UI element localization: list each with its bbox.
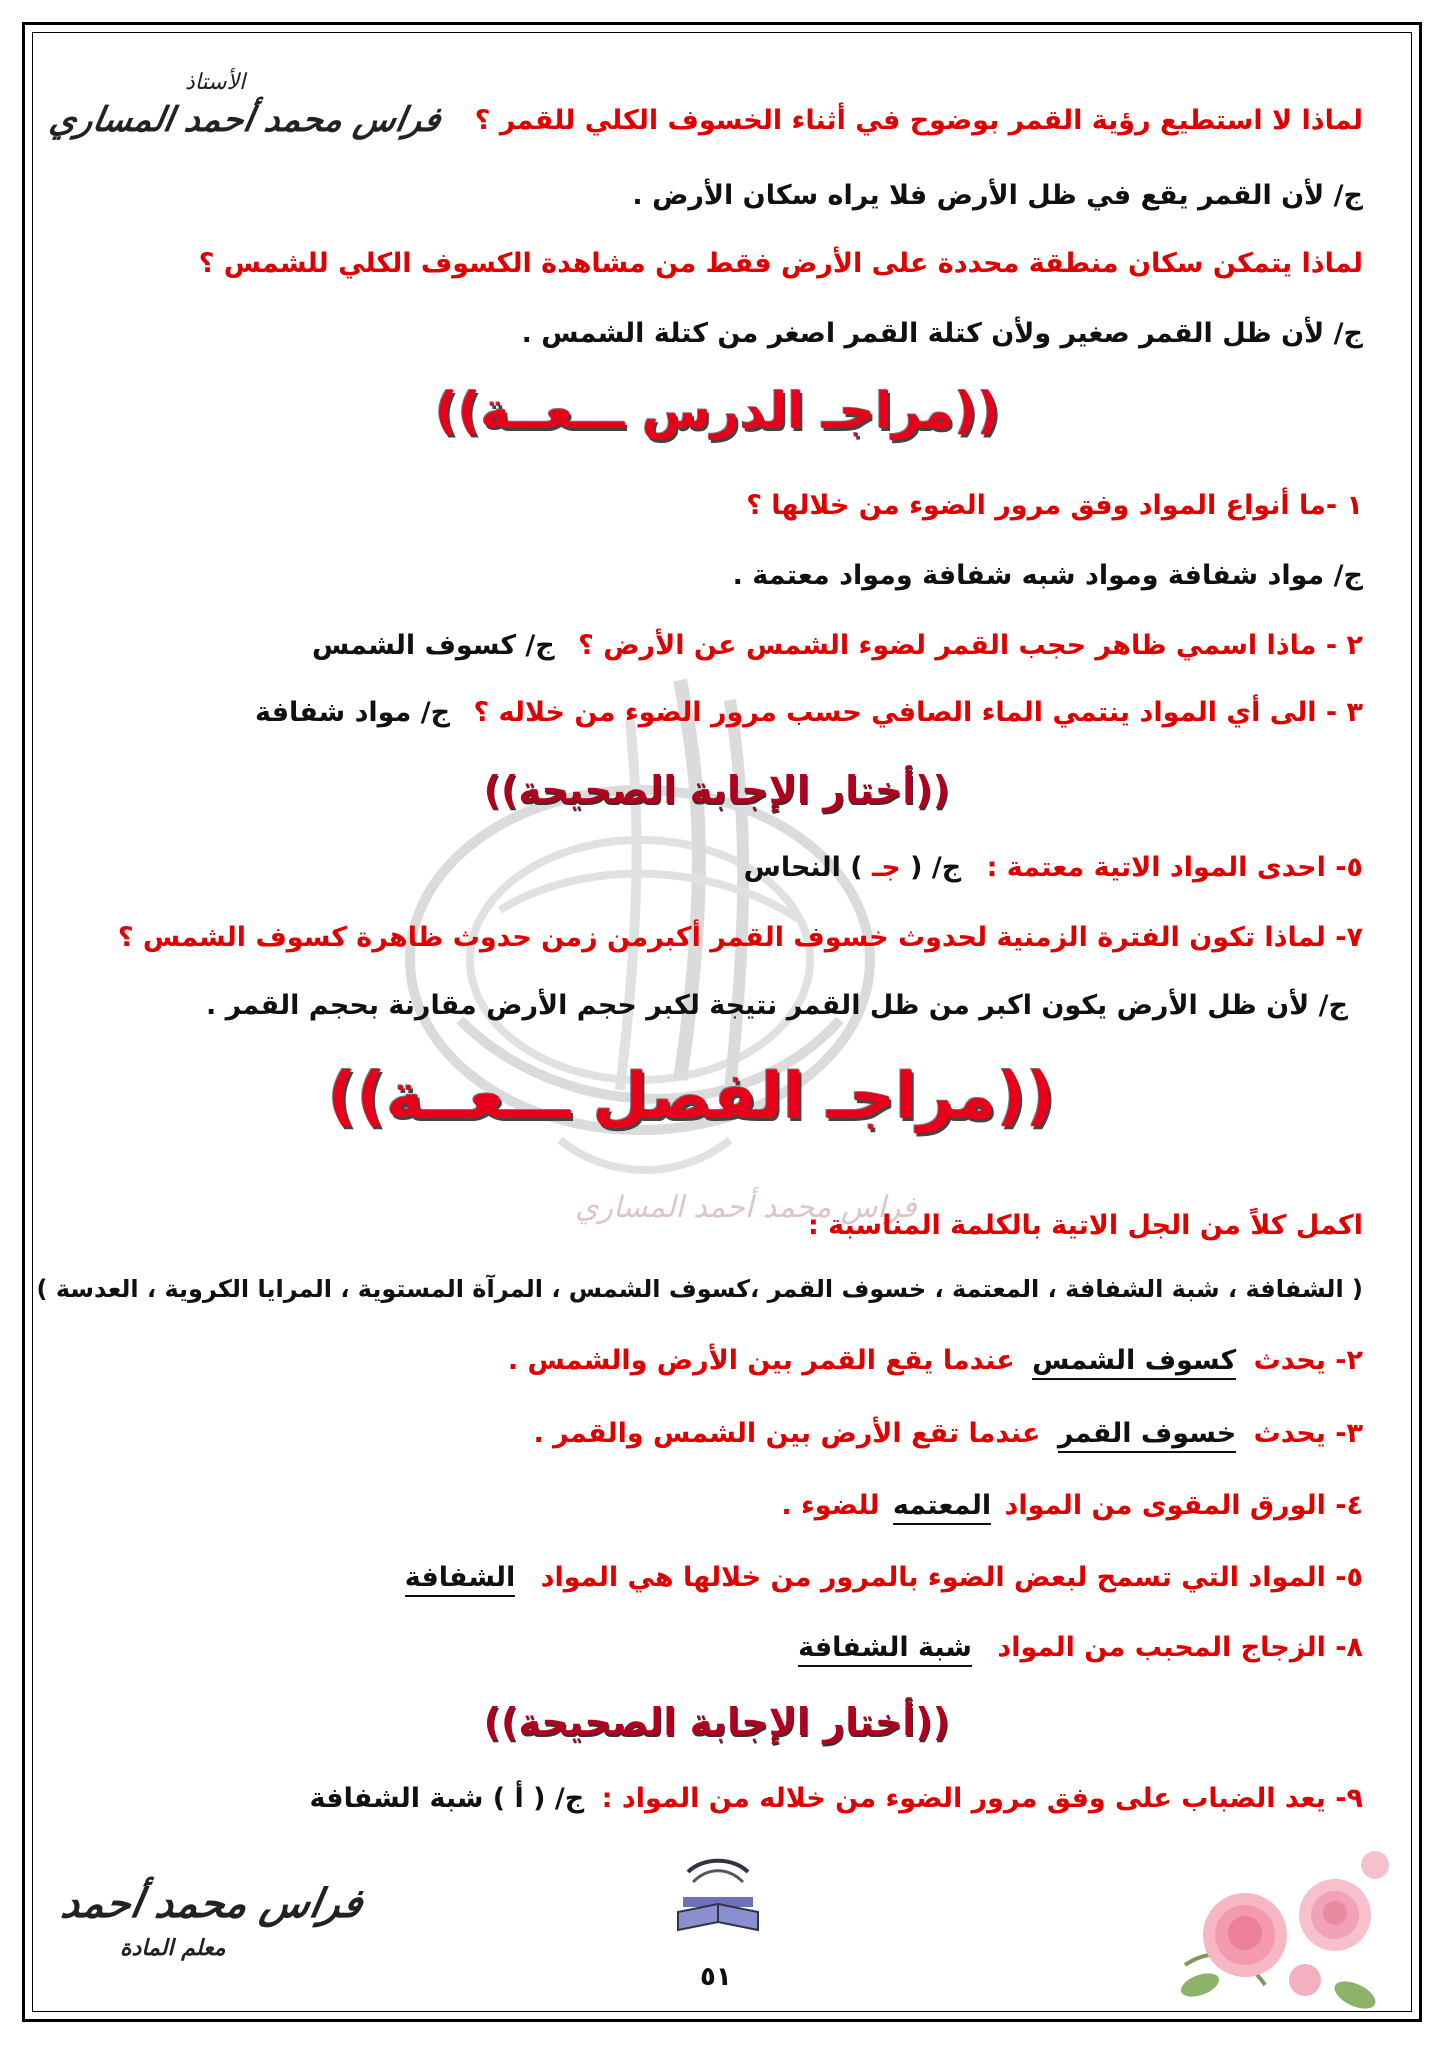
fill-in-item [782,1632,1363,1664]
signature-name-top: فراس محمد أحمد المساري [46,100,444,140]
book-logo-icon [668,1852,768,1947]
fill-in-answer: المعتمه [893,1490,991,1525]
question-text: ٢ - ماذا اسمي ظاهر حجب القمر لضوء الشمس عن الأرض ؟ [578,630,1363,661]
question-text: لماذا لا استطيع رؤية القمر بوضوح في أثناء الخسوف الكلي للقمر ؟ [474,105,1363,136]
fill-in-item [389,1562,1363,1594]
fill-in-answer: شبة الشفافة [798,1632,972,1667]
question-text: ١ -ما أنواع المواد وفق مرور الضوء من خلالها ؟ [746,490,1363,521]
signature-top-label: الأستاذ [185,70,246,95]
answer-text: ج/ لأن ظل القمر صغير ولأن كتلة القمر اصغر من كتلة الشمس . [521,318,1363,349]
fill-in-suffix: عندما يقع القمر بين الأرض والشمس . [507,1345,1015,1376]
answer-text: ج/ لأن القمر يقع في ظل الأرض فلا يراه سكان الأرض . [632,180,1363,211]
heading-choose-answer: ((أختار الإجابة الصحيحة)) [483,1700,950,1744]
question-text: ٥- احدى المواد الاتية معتمة : [986,852,1363,883]
question-text: لماذا يتمكن سكان منطقة محددة على الأرض فقط من مشاهدة الكسوف الكلي للشمس ؟ [198,248,1363,279]
answer-letter: جـ [872,852,901,883]
signature-watermark: فراس محمد أحمد المساري [575,1190,917,1225]
answer-text: ) النحاس [743,852,863,883]
page-number: ٥١ [700,1962,732,1992]
fill-in-prefix: ٥- المواد التي تسمح لبعض الضوء بالمرور من خلالها هي المواد [540,1562,1363,1593]
heading-choose-answer: ((أختار الإجابة الصحيحة)) [483,768,950,812]
roses-icon [1155,1845,1395,2015]
heading-lesson-review: ((مراجـ الدرس ـــعــة)) [434,382,1000,440]
fill-in-prefix: ٣- يحدث [1253,1418,1363,1449]
fill-in-answer: الشفافة [405,1562,516,1597]
fill-in-prefix: ٨- الزجاج المحبب من المواد [997,1632,1363,1663]
fill-in-answer: خسوف القمر [1058,1418,1236,1453]
fill-in-prefix: ٤- الورق المقوى من المواد [1004,1490,1363,1521]
answer-prefix: ج/ ( [910,852,962,883]
instruction-text: اكمل كلاً من الجل الاتية بالكلمة المناسبة : [807,1210,1363,1241]
fill-in-prefix: ٢- يحدث [1253,1345,1363,1376]
answer-text: ج/ مواد شفافة ومواد شبه شفافة ومواد معتمة . [732,560,1363,591]
fill-in-suffix: عندما تقع الأرض بين الشمس والقمر . [533,1418,1041,1449]
answer-text: ج/ كسوف الشمس [312,630,555,661]
word-bank: ( الشفافة ، شبة الشفافة ، المعتمة ، خسوف القمر ،كسوف الشمس ، المرآة المستوية ، المرايا الكروية ، العدسة ) [36,1275,1363,1303]
fill-in-suffix: للضوء . [781,1490,880,1521]
question-text: ٩- يعد الضباب على وفق مرور الضوء من خلاله من المواد : [601,1783,1363,1814]
signature-title-bottom: معلم المادة [120,1935,226,1961]
question-row [312,630,1363,662]
fill-in-answer: كسوف الشمس [1032,1345,1236,1380]
question-text: ٣ - الى أي المواد ينتمي الماء الصافي حسب مرور الضوء من خلاله ؟ [473,697,1363,728]
question-row [310,1783,1363,1815]
heading-chapter-review: ((مراجـ الفصل ـــعــة)) [327,1060,1055,1134]
question-text: ٧- لماذا تكون الفترة الزمنية لحدوث خسوف القمر أكبرمن زمن حدوث ظاهرة كسوف الشمس ؟ [117,922,1363,953]
fill-in-item [533,1418,1363,1450]
question-row [744,852,1363,884]
answer-text: ج/ لأن ظل الأرض يكون اكبر من ظل القمر نتيجة لكبر حجم الأرض مقارنة بحجم القمر . [205,990,1348,1021]
answer-text: ج/ مواد شفافة [255,697,451,728]
answer-text: ج/ ( أ ) شبة الشفافة [309,1783,585,1814]
signature-name-bottom: فراس محمد أحمد [57,1880,367,1927]
fill-in-item [781,1490,1363,1522]
fill-in-item [508,1345,1363,1377]
question-row [255,697,1363,729]
